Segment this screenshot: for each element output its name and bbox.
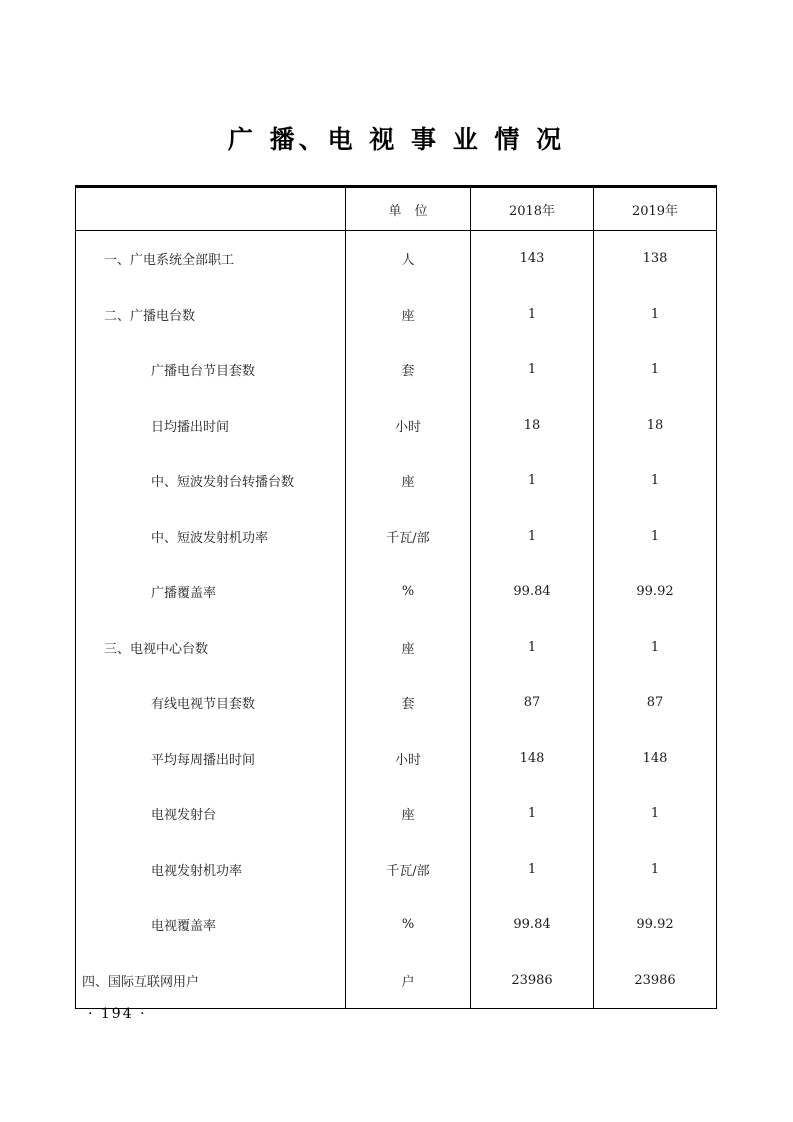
row-value-2018: 87 — [471, 675, 594, 731]
row-value-2019: 1 — [594, 453, 717, 509]
row-value-2018: 148 — [471, 731, 594, 787]
row-unit: 户 — [346, 953, 471, 1009]
page-title: 广 播、电 视 事 业 情 况 — [227, 125, 566, 154]
row-unit: 座 — [346, 453, 471, 509]
row-value-2019: 18 — [594, 398, 717, 454]
row-unit: 小时 — [346, 398, 471, 454]
table-row — [76, 620, 717, 676]
row-label: 四、国际互联网用户 — [82, 974, 200, 990]
row-unit: 小时 — [346, 731, 471, 787]
row-unit: 人 — [346, 231, 471, 287]
table-row — [76, 342, 717, 398]
row-label: 一、广电系统全部职工 — [104, 253, 235, 269]
table-row — [76, 231, 717, 287]
row-unit: 座 — [346, 620, 471, 676]
row-value-2019: 99.92 — [594, 897, 717, 953]
row-label: 电视覆盖率 — [151, 919, 217, 935]
table-row — [76, 675, 717, 731]
header-empty-cell — [76, 187, 346, 231]
row-label: 日均播出时间 — [151, 419, 230, 435]
row-value-2018: 1 — [471, 842, 594, 898]
row-value-2019: 1 — [594, 842, 717, 898]
row-label: 中、短波发射台转播台数 — [151, 475, 295, 491]
row-value-2019: 1 — [594, 509, 717, 565]
row-unit: 套 — [346, 342, 471, 398]
row-label: 三、电视中心台数 — [104, 641, 209, 657]
statistics-table-container — [75, 185, 716, 1009]
row-value-2018: 23986 — [471, 953, 594, 1009]
statistics-table — [75, 185, 717, 1009]
row-label: 电视发射台 — [151, 808, 217, 824]
row-value-2018: 143 — [471, 231, 594, 287]
table-row — [76, 842, 717, 898]
table-row — [76, 398, 717, 454]
row-unit: 千瓦/部 — [346, 509, 471, 565]
table-row — [76, 953, 717, 1009]
row-value-2018: 99.84 — [471, 897, 594, 953]
table-row — [76, 564, 717, 620]
row-value-2018: 99.84 — [471, 564, 594, 620]
row-unit: % — [346, 564, 471, 620]
row-value-2018: 1 — [471, 453, 594, 509]
row-unit: 千瓦/部 — [346, 842, 471, 898]
row-value-2019: 23986 — [594, 953, 717, 1009]
table-row — [76, 731, 717, 787]
header-year-2019: 2019年 — [594, 187, 717, 231]
page-number: · 194 · — [88, 1006, 147, 1022]
row-value-2018: 1 — [471, 287, 594, 343]
row-label: 平均每周播出时间 — [151, 752, 256, 768]
header-year-2018: 2018年 — [471, 187, 594, 231]
row-value-2019: 1 — [594, 786, 717, 842]
row-value-2019: 99.92 — [594, 564, 717, 620]
row-value-2018: 1 — [471, 786, 594, 842]
row-value-2018: 1 — [471, 342, 594, 398]
row-label: 广播覆盖率 — [151, 586, 217, 602]
table-row — [76, 509, 717, 565]
table-row — [76, 453, 717, 509]
table-header-row — [76, 187, 717, 231]
row-label: 电视发射机功率 — [151, 863, 243, 879]
row-unit: 套 — [346, 675, 471, 731]
table-row — [76, 786, 717, 842]
row-value-2019: 138 — [594, 231, 717, 287]
row-unit: % — [346, 897, 471, 953]
header-unit: 单 位 — [346, 187, 471, 231]
row-label: 有线电视节目套数 — [151, 697, 256, 713]
table-row — [76, 287, 717, 343]
row-label: 广播电台节目套数 — [151, 364, 256, 380]
row-label: 二、广播电台数 — [104, 308, 196, 324]
row-value-2019: 1 — [594, 342, 717, 398]
row-value-2019: 148 — [594, 731, 717, 787]
row-value-2019: 1 — [594, 620, 717, 676]
row-unit: 座 — [346, 287, 471, 343]
row-value-2018: 1 — [471, 620, 594, 676]
row-unit: 座 — [346, 786, 471, 842]
row-value-2019: 1 — [594, 287, 717, 343]
row-value-2018: 1 — [471, 509, 594, 565]
row-value-2019: 87 — [594, 675, 717, 731]
row-label: 中、短波发射机功率 — [151, 530, 269, 546]
table-row — [76, 897, 717, 953]
row-value-2018: 18 — [471, 398, 594, 454]
